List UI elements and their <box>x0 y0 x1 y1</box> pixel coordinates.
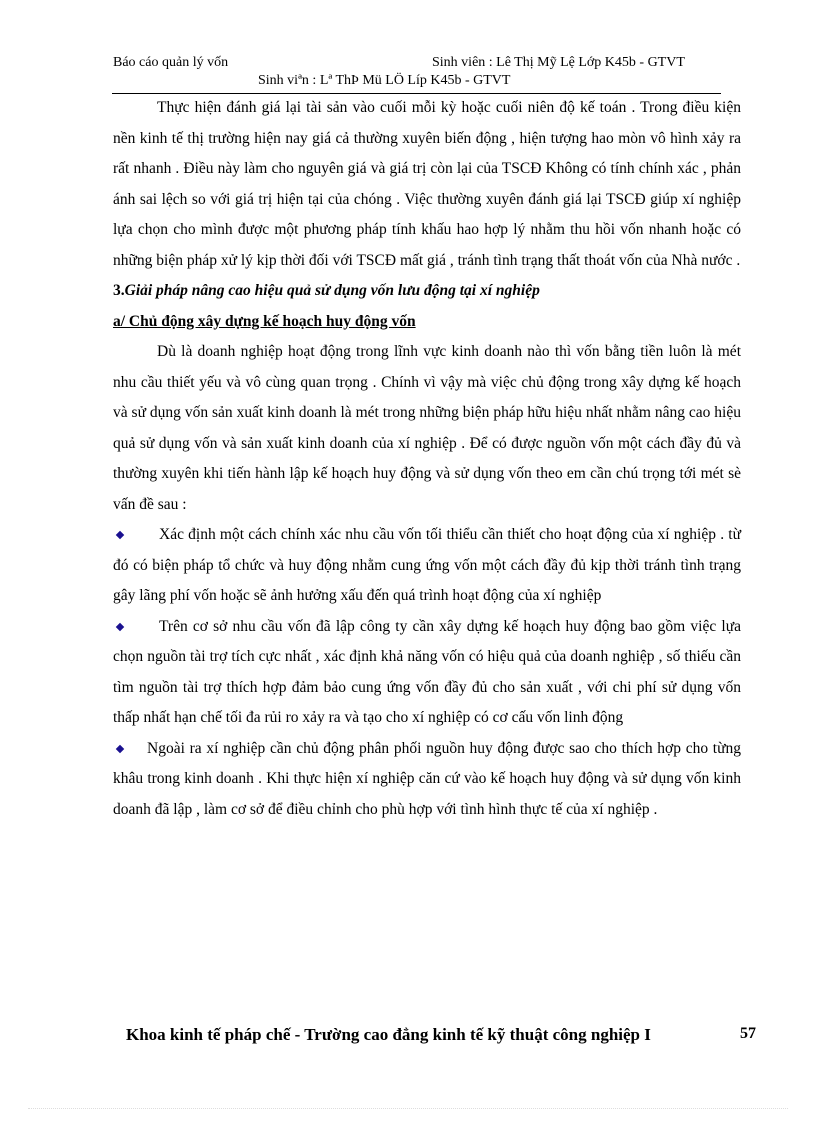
bullet-item-1 <box>113 520 741 612</box>
header-report-title: Báo cáo quản lý vốn <box>113 55 229 70</box>
subsection-a-heading <box>113 307 741 338</box>
subsection-a-title: a/ Chủ động xây dựng kế hoạch huy động vốn <box>113 312 416 330</box>
bullet-text-1: Xác định một cách chính xác nhu cầu vốn tối thiểu cần thiết cho hoạt động của xí nghiệp . từ đó có biện pháp tổ chức và huy động nhằm cung ứng vốn một cách đầy đủ kịp thời tránh tình trạng gây lãng phí vốn hoặc sẽ ảnh hưởng xấu đến quá trình hoạt động của xí nghiệp <box>113 526 741 604</box>
paragraph-revaluation: Thực hiện đánh giá lại tài sản vào cuối mỗi kỳ hoặc cuối niên độ kế toán . Trong điều kiện nền kinh tế thị trường hiện nay giá cả thường xuyên biến động , hiện tượng hao mòn vô hình xảy ra rất nhanh . Điều này làm cho nguyên giá và giá trị còn lại của TSCĐ Không có tính chính xác , phản ánh sai lệch so với giá trị hiện tại của chóng . Việc thường xuyên đánh giá lại TSCĐ giúp xí nghiệp lựa chọn cho mình được một phương pháp tính khấu hao hợp lý nhằm thu hồi vốn nhanh hoặc có những biện pháp xử lý kịp thời đối với TSCĐ mất giá , tránh tình trạng thất thoát vốn của Nhà nước . <box>113 99 741 269</box>
page-bottom-divider <box>28 1108 788 1109</box>
bullet-item-2 <box>113 612 741 734</box>
section-3-title: Giải pháp nâng cao hiệu quả sử dụng vốn lưu động tại xí nghiệp <box>124 282 540 299</box>
footer-faculty: Khoa kinh tế pháp chế - Trường cao đẳng kinh tế kỹ thuật công nghiệp I <box>126 1025 651 1044</box>
page-number: 57 <box>740 1025 756 1042</box>
section-3-heading <box>113 276 741 307</box>
header-student-garbled: Sinh viªn : Lª ThÞ Mü LÖ Líp K45b - GTVT <box>258 73 511 88</box>
page-body <box>113 93 741 825</box>
section-3-number: 3. <box>113 282 125 299</box>
header-student: Sinh viên : Lê Thị Mỹ Lệ Lớp K45b - GTVT <box>432 55 685 70</box>
bullet-text-3: Ngoài ra xí nghiệp cần chủ động phân phối nguồn huy động được sao cho thích hợp cho từng khâu trong kinh doanh . Khi thực hiện xí nghiệp căn cứ vào kế hoạch huy động và sử dụng vốn kinh doanh đã lập , làm cơ sở để điều chỉnh cho phù hợp với tình hình thực tế của xí nghiệp . <box>113 739 741 818</box>
bullet-item-3 <box>113 734 741 826</box>
bullet-text-2: Trên cơ sở nhu cầu vốn đã lập công ty cần xây dựng kế hoạch huy động bao gồm việc lựa chọn nguồn tài trợ tích cực nhất , xác định khả năng vốn có hiệu quả của doanh nghiệp , số thiếu cần tìm nguồn tài trợ thích hợp đảm bảo cung ứng vốn đầy đủ cho sản xuất , với chi phí sử dụng vốn thấp nhất hạn chế tối đa rủi ro xảy ra và tạo cho xí nghiệp có cơ cấu vốn linh động <box>113 617 741 726</box>
paragraph-capital-planning: Dù là doanh nghiệp hoạt động trong lĩnh vực kinh doanh nào thì vốn bằng tiền luôn là mét nhu cầu thiết yếu và vô cùng quan trọng . Chính vì vậy mà việc chủ động trong xây dựng kế hoạch và sử dụng vốn sản xuất kinh doanh là mét trong những biện pháp hữu hiệu nhất nhằm nâng cao hiệu quả sử dụng vốn và sản xuất kinh doanh của xí nghiệp . Để có được nguồn vốn một cách đầy đủ và thường xuyên khi tiến hành lập kế hoạch huy động và sử dụng vốn theo em cần chú trọng tới mét sè vấn đề sau : <box>113 343 741 513</box>
